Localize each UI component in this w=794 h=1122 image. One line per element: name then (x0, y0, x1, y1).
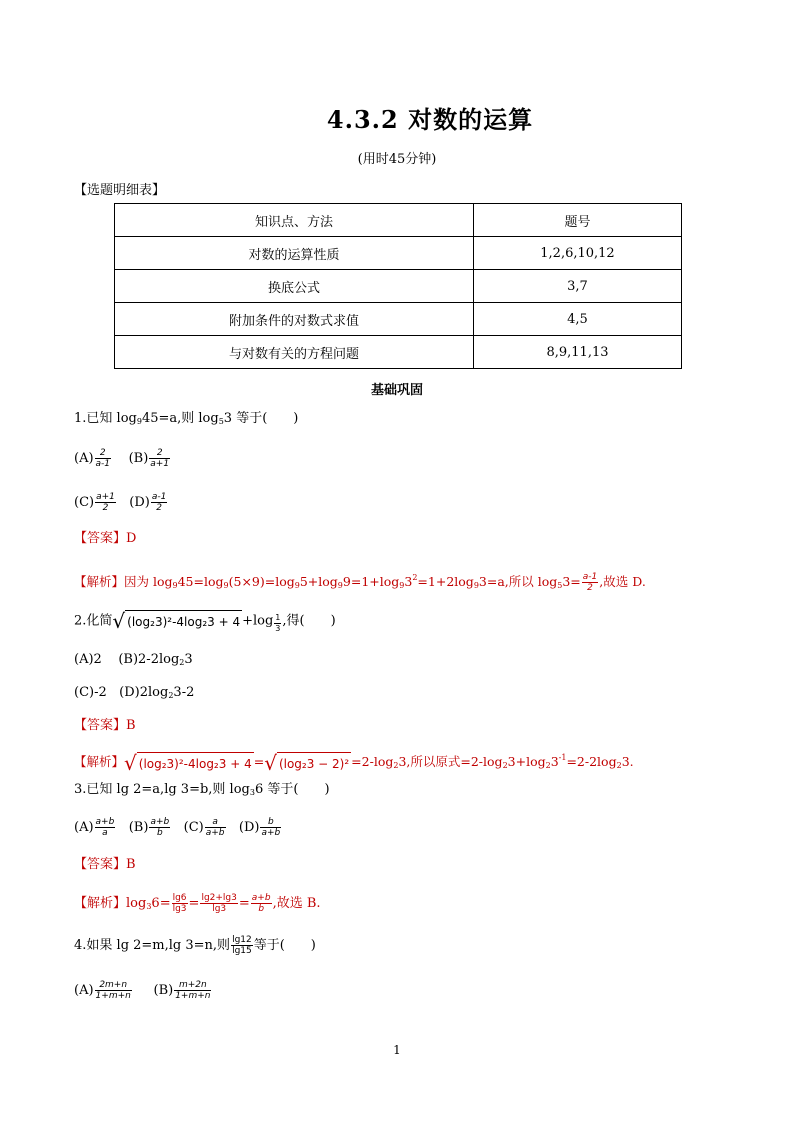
section-heading: 基础巩固 (370, 383, 423, 398)
table-cell: 附加条件的对数式求值 (115, 303, 474, 336)
log-base-fraction: $\frac{1}{3}$ (275, 612, 281, 633)
table-header-row (115, 204, 682, 237)
analysis-radical-1: √ (log₂3)²-4log₂3 + 4 (124, 750, 252, 775)
table-cell: 3,7 (474, 270, 682, 303)
time-note: (用时45分钟) (357, 152, 437, 167)
table-cell: 8,9,11,13 (474, 336, 682, 369)
table-cell: 换底公式 (115, 270, 474, 303)
option-d-fraction: $\frac{a-1}{2}$ (151, 492, 167, 513)
analysis-fraction: $\frac{a-1}{2}$ (582, 572, 598, 593)
table-cell: 4,5 (474, 303, 682, 336)
question-1-options-cd: (C) $\frac{a+1}{2}$ (D) $\frac{a-1}{2}$ (74, 492, 167, 513)
radical-expression: √ (log₂3)²-4log₂3 + 4 (112, 609, 241, 633)
question-3-answer: 【答案】B (74, 857, 136, 872)
question-2-answer: 【答案】B (74, 718, 136, 733)
table-header-cell: 题号 (474, 204, 682, 237)
question-3-analysis: 【解析】$\log_36=$ $\frac{\lg 6}{\lg 3}$ = $\frac{\lg 2+\lg 3}{\lg 3}$ = $\frac{a+b}{b}$ ,故选 B. (74, 893, 321, 914)
analysis-radical-2: √ (log₂3 − 2)² (264, 750, 350, 775)
question-3-options: (A) $\frac{a+b}{a}$ (B) $\frac{a+b}{b}$ (C) $\frac{a}{a+b}$ (D) $\frac{b}{a+b}$ (74, 817, 281, 838)
question-4-stem: 4.如果 lg 2=m,lg 3=n,则 $\frac{\lg 12}{\lg 15}$ 等于( ) (74, 935, 316, 956)
question-4-options: (A) $\frac{2m+n}{1+m+n}$ (B) $\frac{m+2n}{1+m+n}$ (74, 980, 211, 1001)
section-label: 【选题明细表】 (74, 183, 166, 198)
question-2-analysis: 【解析】√ (log₂3)²-4log₂3 + 4 =√ $(\log_23 - 2)^2 =2-\log_23$,所以原式$=2-\log_23+\log_23^{-1}=2-2\log_23$. (74, 750, 634, 775)
page-number: 1 (393, 1043, 401, 1057)
table-cell: 与对数有关的方程问题 (115, 336, 474, 369)
question-3-stem: 3.已知 lg 2=a,lg 3=b,则 $\log_36$ 等于( ) (74, 782, 330, 797)
page-title: 4.3.2 对数的运算 (326, 105, 534, 134)
question-1-answer: 【答案】D (74, 531, 137, 546)
table-header-cell: 知识点、方法 (115, 204, 474, 237)
option-a-fraction: $\frac{2}{a-1}$ (95, 448, 111, 469)
table-cell: 1,2,6,10,12 (474, 237, 682, 270)
table-row (115, 303, 682, 336)
table-row (115, 270, 682, 303)
table-row (115, 237, 682, 270)
table-cell: 对数的运算性质 (115, 237, 474, 270)
question-2-stem: 2.化简√ (log₂3)²-4log₂3 + 4 +log $\frac{1}{3}$ ,得( ) (74, 609, 336, 633)
option-c-fraction: $\frac{a+1}{2}$ (96, 492, 115, 513)
question-1-analysis: 【解析】因为 $\log_945=\log_9(5\times 9)=\log_95+\log_99=1+\log_93^2=1+2\log_93=a$,所以 $\log_53=$ $\frac{a-1}{2}$ ,故选 D. (74, 572, 646, 593)
topic-table (114, 203, 682, 369)
question-1-options-ab: (A) $\frac{2}{a-1}$ (B) $\frac{2}{a+1}$ (74, 448, 170, 469)
question-2-options-ab: (A)2 $(B)2-2\log_23$ (74, 652, 193, 667)
question-1-stem: 1.已知 $\log_945=a$,则 $\log_53$ 等于( ) (74, 411, 299, 426)
question-2-options-cd: (C)-2 $(D)2\log_23-2$ (74, 685, 195, 700)
table-row (115, 336, 682, 369)
option-b-fraction: $\frac{2}{a+1}$ (150, 448, 170, 469)
